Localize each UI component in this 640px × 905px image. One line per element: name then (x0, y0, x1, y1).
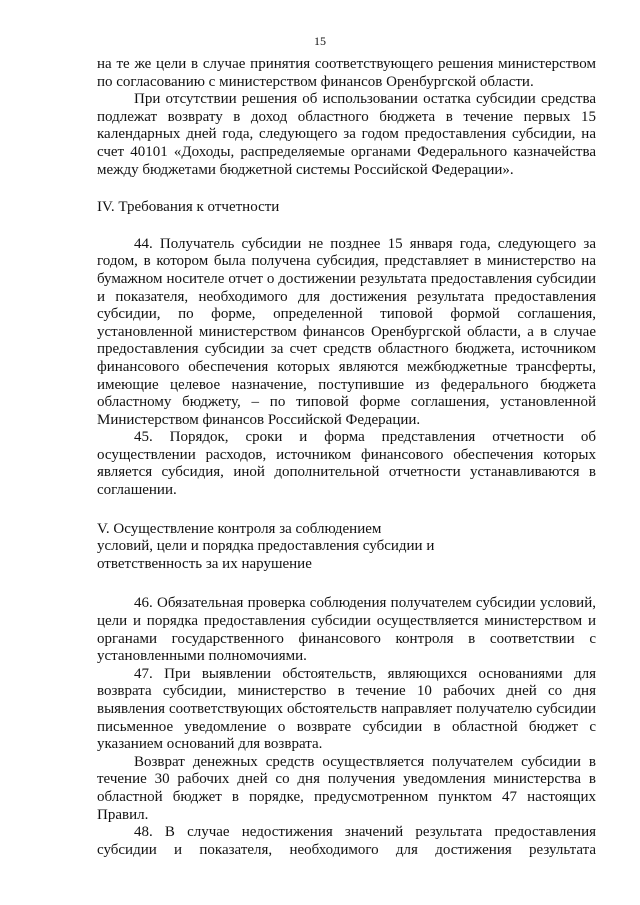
section-heading-v (97, 521, 596, 574)
document-body (97, 56, 596, 859)
paragraph-48-continuation: субсидии и показателя, необходимого для достижения результата (97, 841, 596, 858)
section-heading-v-line3: ответственность за их нарушение (97, 555, 312, 572)
section-heading-v-line1: V. Осуществление контроля за соблюдением (97, 520, 382, 537)
page-number: 15 (314, 34, 326, 48)
paragraph-45: 45. Порядок, сроки и форма представления отчетности об осуществлении расходов, источником финансового обеспечения которых является субсидия, иной дополнительной отчетности устанавливаются в соглашении. (97, 429, 596, 499)
paragraph-subsidy-return: При отсутствии решения об использовании остатка субсидии средства подлежат возврату в доход областного бюджета в течение первых 15 календарных дней года, следующего за годом предоставления субсидии, на счет 40101 «Доходы, распределяемые органами Федерального казначейства между бюджетами бюджетной системы Российской Федерации». (97, 91, 596, 178)
paragraph-44: 44. Получатель субсидии не позднее 15 января года, следующего за годом, в котором была получена субсидия, представляет в министерство на бумажном носителе отчет о достижении результата предоставления субсидии и показателя, необходимого для достижения результата предоставления субсидии, по форме, определенной типовой формой соглашения, установленной министерством финансов Оренбургской области, а в случае предоставления субсидии за счет средств областного бюджета, источником финансового обеспечения которых являются межбюджетные трансферты, имеющие целевое назначение, поступившие из федерального бюджета областному бюджету, – по типовой форме соглашения, установленной Министерством финансов Российской Федерации. (97, 235, 596, 428)
paragraph-continuation: на те же цели в случае принятия соответствующего решения министерством по согласованию с министерством финансов Оренбургской области. (97, 56, 596, 90)
paragraph-47-return: Возврат денежных средств осуществляется получателем субсидии в течение 30 рабочих дней со дня получения уведомления министерства в областной бюджет в порядке, предусмотренном пунктом 47 настоящих Правил. (97, 753, 596, 823)
paragraph-46: 46. Обязательная проверка соблюдения получателем субсидии условий, цели и порядка предоставления субсидии осуществляется министерством и органами государственного финансового контроля в соответствии с установленными полномочиями. (97, 595, 596, 665)
section-heading-v-line2: условий, цели и порядка предоставления субсидии и (97, 538, 435, 555)
section-heading-iv: IV. Требования к отчетности (97, 199, 280, 216)
paragraph-47: 47. При выявлении обстоятельств, являющихся основаниями для возврата субсидии, министерство в течение 10 рабочих дней со дня выявления соответствующих обстоятельств направляет получателю субсидии письменное уведомление о возврате субсидии в областной бюджет с указанием оснований для возврата. (97, 665, 596, 753)
paragraph-48: 48. В случае недостижения значений результата предоставления (134, 824, 596, 841)
